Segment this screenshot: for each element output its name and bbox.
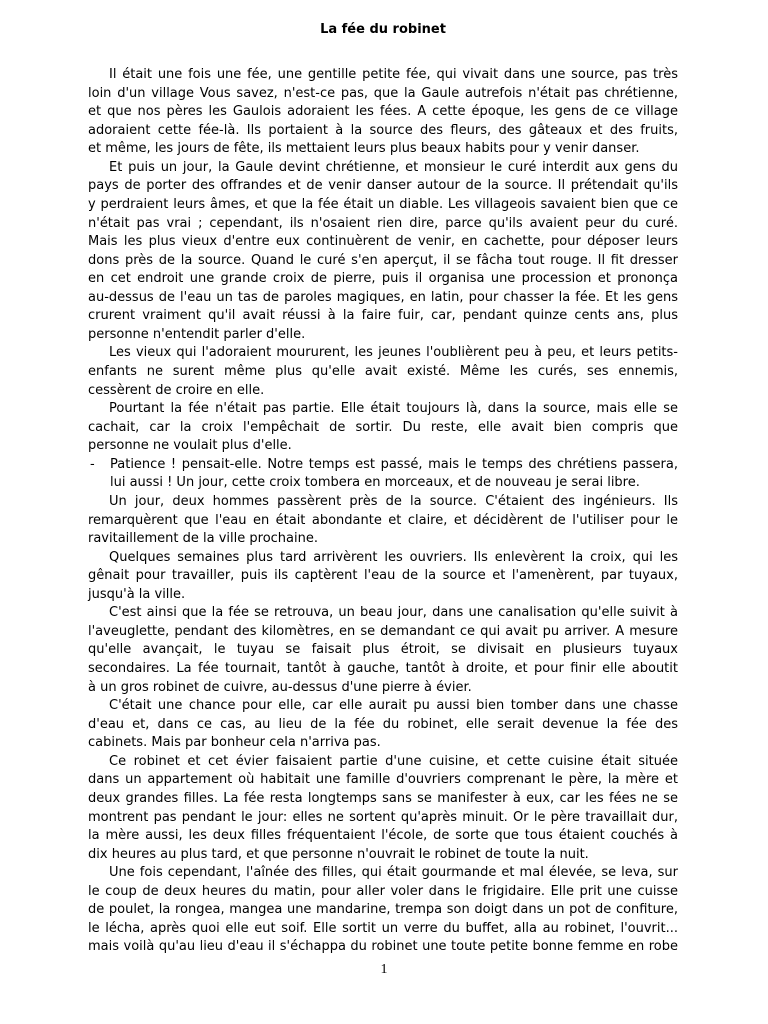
text-line: dons près de la source. Quand le curé s'en aperçut, il se fâcha tout rouge. Il fit dresser <box>88 252 678 268</box>
text-line: Les vieux qui l'adoraient moururent, les jeunes l'oublièrent peu à peu, et leurs petits- <box>109 345 678 361</box>
text-line: qu'elle avançait, le tuyau se faisait plus étroit, se divisait en plusieurs tuyaux <box>88 642 678 658</box>
text-line: Un jour, deux hommes passèrent près de la source. C'étaient des ingénieurs. Ils <box>109 493 678 509</box>
paragraph <box>88 549 678 605</box>
text-line: loin d'un village Vous savez, n'est-ce pas, que la Gaule autrefois n'était pas chrétienne, <box>88 85 678 101</box>
text-line: en cet endroit une grande croix de pierre, puis il organisa une procession et prononça <box>88 271 678 287</box>
text-line: le coup de deux heures du matin, pour aller voler dans le frigidaire. Elle prit une cuisse <box>88 883 678 899</box>
text-line: montrent pas pendant le jour: elles ne sortent qu'après minuit. Or le père travaillait dur, <box>88 809 678 825</box>
text-line: enfants ne surent même plus qu'elle avait existé. Même les curés, ses ennemis, <box>88 364 678 379</box>
text-line: et que nos pères les Gaulois adoraient les fées. A cette époque, les gens de ce village <box>88 104 678 120</box>
text-line: Une fois cependant, l'aînée des filles, qui était gourmande et mal élevée, se leva, sur <box>109 865 678 881</box>
text-line: C'est ainsi que la fée se retrouva, un beau jour, dans une canalisation qu'elle suivit à <box>109 605 678 621</box>
text-line: crurent vraiment qu'il avait réussi à la faire fuir, car, pendant quinze cents ans, plus <box>88 308 678 324</box>
text-line: de poulet, la rongea, mangea une mandarine, trempa son doigt dans un pot de confiture, <box>88 902 678 918</box>
paragraph <box>88 604 678 697</box>
text-line: l'aveuglette, pendant des kilomètres, en se demandant ce qui avait pu arriver. A mesure <box>88 623 678 639</box>
text-line: à un gros robinet de cuivre, au-dessus d'une pierre à évier. <box>88 679 472 695</box>
paragraph <box>88 66 678 159</box>
document-body <box>88 66 678 957</box>
text-line: personne n'entendit parler d'elle. <box>88 326 306 342</box>
paragraph <box>88 159 678 345</box>
text-line: Pourtant la fée n'était pas partie. Elle était toujours là, dans la source, mais elle se <box>109 401 678 417</box>
text-line: Mais les plus vieux d'entre eux continuèrent de venir, en cachette, pour déposer leurs <box>88 234 678 250</box>
paragraph <box>88 864 678 957</box>
text-line: Patience ! pensait-elle. Notre temps est passé, mais le temps des chrétiens passera, <box>110 456 678 472</box>
text-line: lui aussi ! Un jour, cette croix tombera en morceaux, et de nouveau je serai libre. <box>110 475 640 491</box>
page-number: 1 <box>380 962 388 977</box>
text-line: cabinets. Mais par bonheur cela n'arriva pas. <box>88 735 381 751</box>
dash-marker: - <box>90 456 95 472</box>
text-line: Ce robinet et cet évier faisaient partie d'une cuisine, et cette cuisine était située <box>109 753 678 769</box>
text-line: n'était pas vrai ; cependant, ils n'osaient rien dire, parce qu'ils avaient peur du curé. <box>88 215 678 231</box>
text-line: mais voilà qu'au lieu d'eau il s'échappa du robinet une toute petite bonne femme en robe <box>88 939 678 955</box>
text-line: et même, les jours de fête, ils mettaient leurs plus beaux habits pour y venir danser. <box>88 141 640 157</box>
text-line: gênait pour travailler, puis ils captèrent l'eau de la source et l'amenèrent, par tuyaux, <box>88 568 678 584</box>
text-line: pays de porter des offrandes et de venir danser autour de la source. Il prétendait qu'ils <box>88 178 678 194</box>
document-title: La fée du robinet <box>320 22 446 37</box>
paragraph <box>88 400 678 456</box>
text-line: Quelques semaines plus tard arrivèrent les ouvriers. Ils enlevèrent la croix, qui les <box>109 549 678 565</box>
paragraph <box>88 493 678 549</box>
text-line: secondaires. La fée tournait, tantôt à gauche, tantôt à droite, et pour finir elle aboutit <box>88 661 678 676</box>
text-line: Il était une fois une fée, une gentille petite fée, qui vivait dans une source, pas très <box>109 67 678 82</box>
text-line: remarquèrent que l'eau en était abondante et claire, et décidèrent de l'utiliser pour le <box>88 512 678 528</box>
text-line: le lécha, après quoi elle eut soif. Elle sortit un verre du buffet, alla au robinet, l'ouvrit... <box>88 920 678 936</box>
text-line: jusqu'à la ville. <box>88 586 186 602</box>
text-line: ravitaillement de la ville prochaine. <box>88 531 318 547</box>
text-line: dix heures au plus tard, et que personne n'ouvrait le robinet de toute la nuit. <box>88 846 589 862</box>
text-line: Et puis un jour, la Gaule devint chrétienne, et monsieur le curé interdit aux gens du <box>109 159 678 175</box>
text-line: y perdraient leurs âmes, et que la fée était un diable. Les villageois savaient bien que ce <box>88 196 678 212</box>
text-line: la mère aussi, les deux filles fréquentaient l'école, de sorte que tous étaient couchés à <box>88 828 678 844</box>
text-line: adoraient cette fée-là. Ils portaient à la source des fleurs, des gâteaux et des fruits, <box>88 122 678 138</box>
text-line: personne ne voulait plus d'elle. <box>88 438 292 454</box>
text-line: deux grandes filles. La fée resta longtemps sans se manifester à eux, car les fées ne se <box>88 790 678 806</box>
paragraph <box>88 697 678 753</box>
text-line: cessèrent de croire en elle. <box>88 382 265 398</box>
paragraph <box>88 753 678 864</box>
text-line: au-dessus de l'eau un tas de paroles magiques, en latin, pour chasser la fée. Et les gens <box>88 289 678 305</box>
text-line: C'était une chance pour elle, car elle aurait pu aussi bien tomber dans une chasse <box>109 698 678 714</box>
paragraph <box>88 344 678 400</box>
text-line: d'eau et, dans ce cas, au lieu de la fée du robinet, elle serait devenue la fée des <box>88 716 678 732</box>
text-line: cachait, car la croix l'empêchait de sortir. Du reste, elle avait bien compris que <box>88 419 678 435</box>
text-line: dans un appartement où habitait une famille d'ouvriers comprenant le père, la mère et <box>88 772 678 788</box>
dialogue-paragraph <box>88 456 678 493</box>
